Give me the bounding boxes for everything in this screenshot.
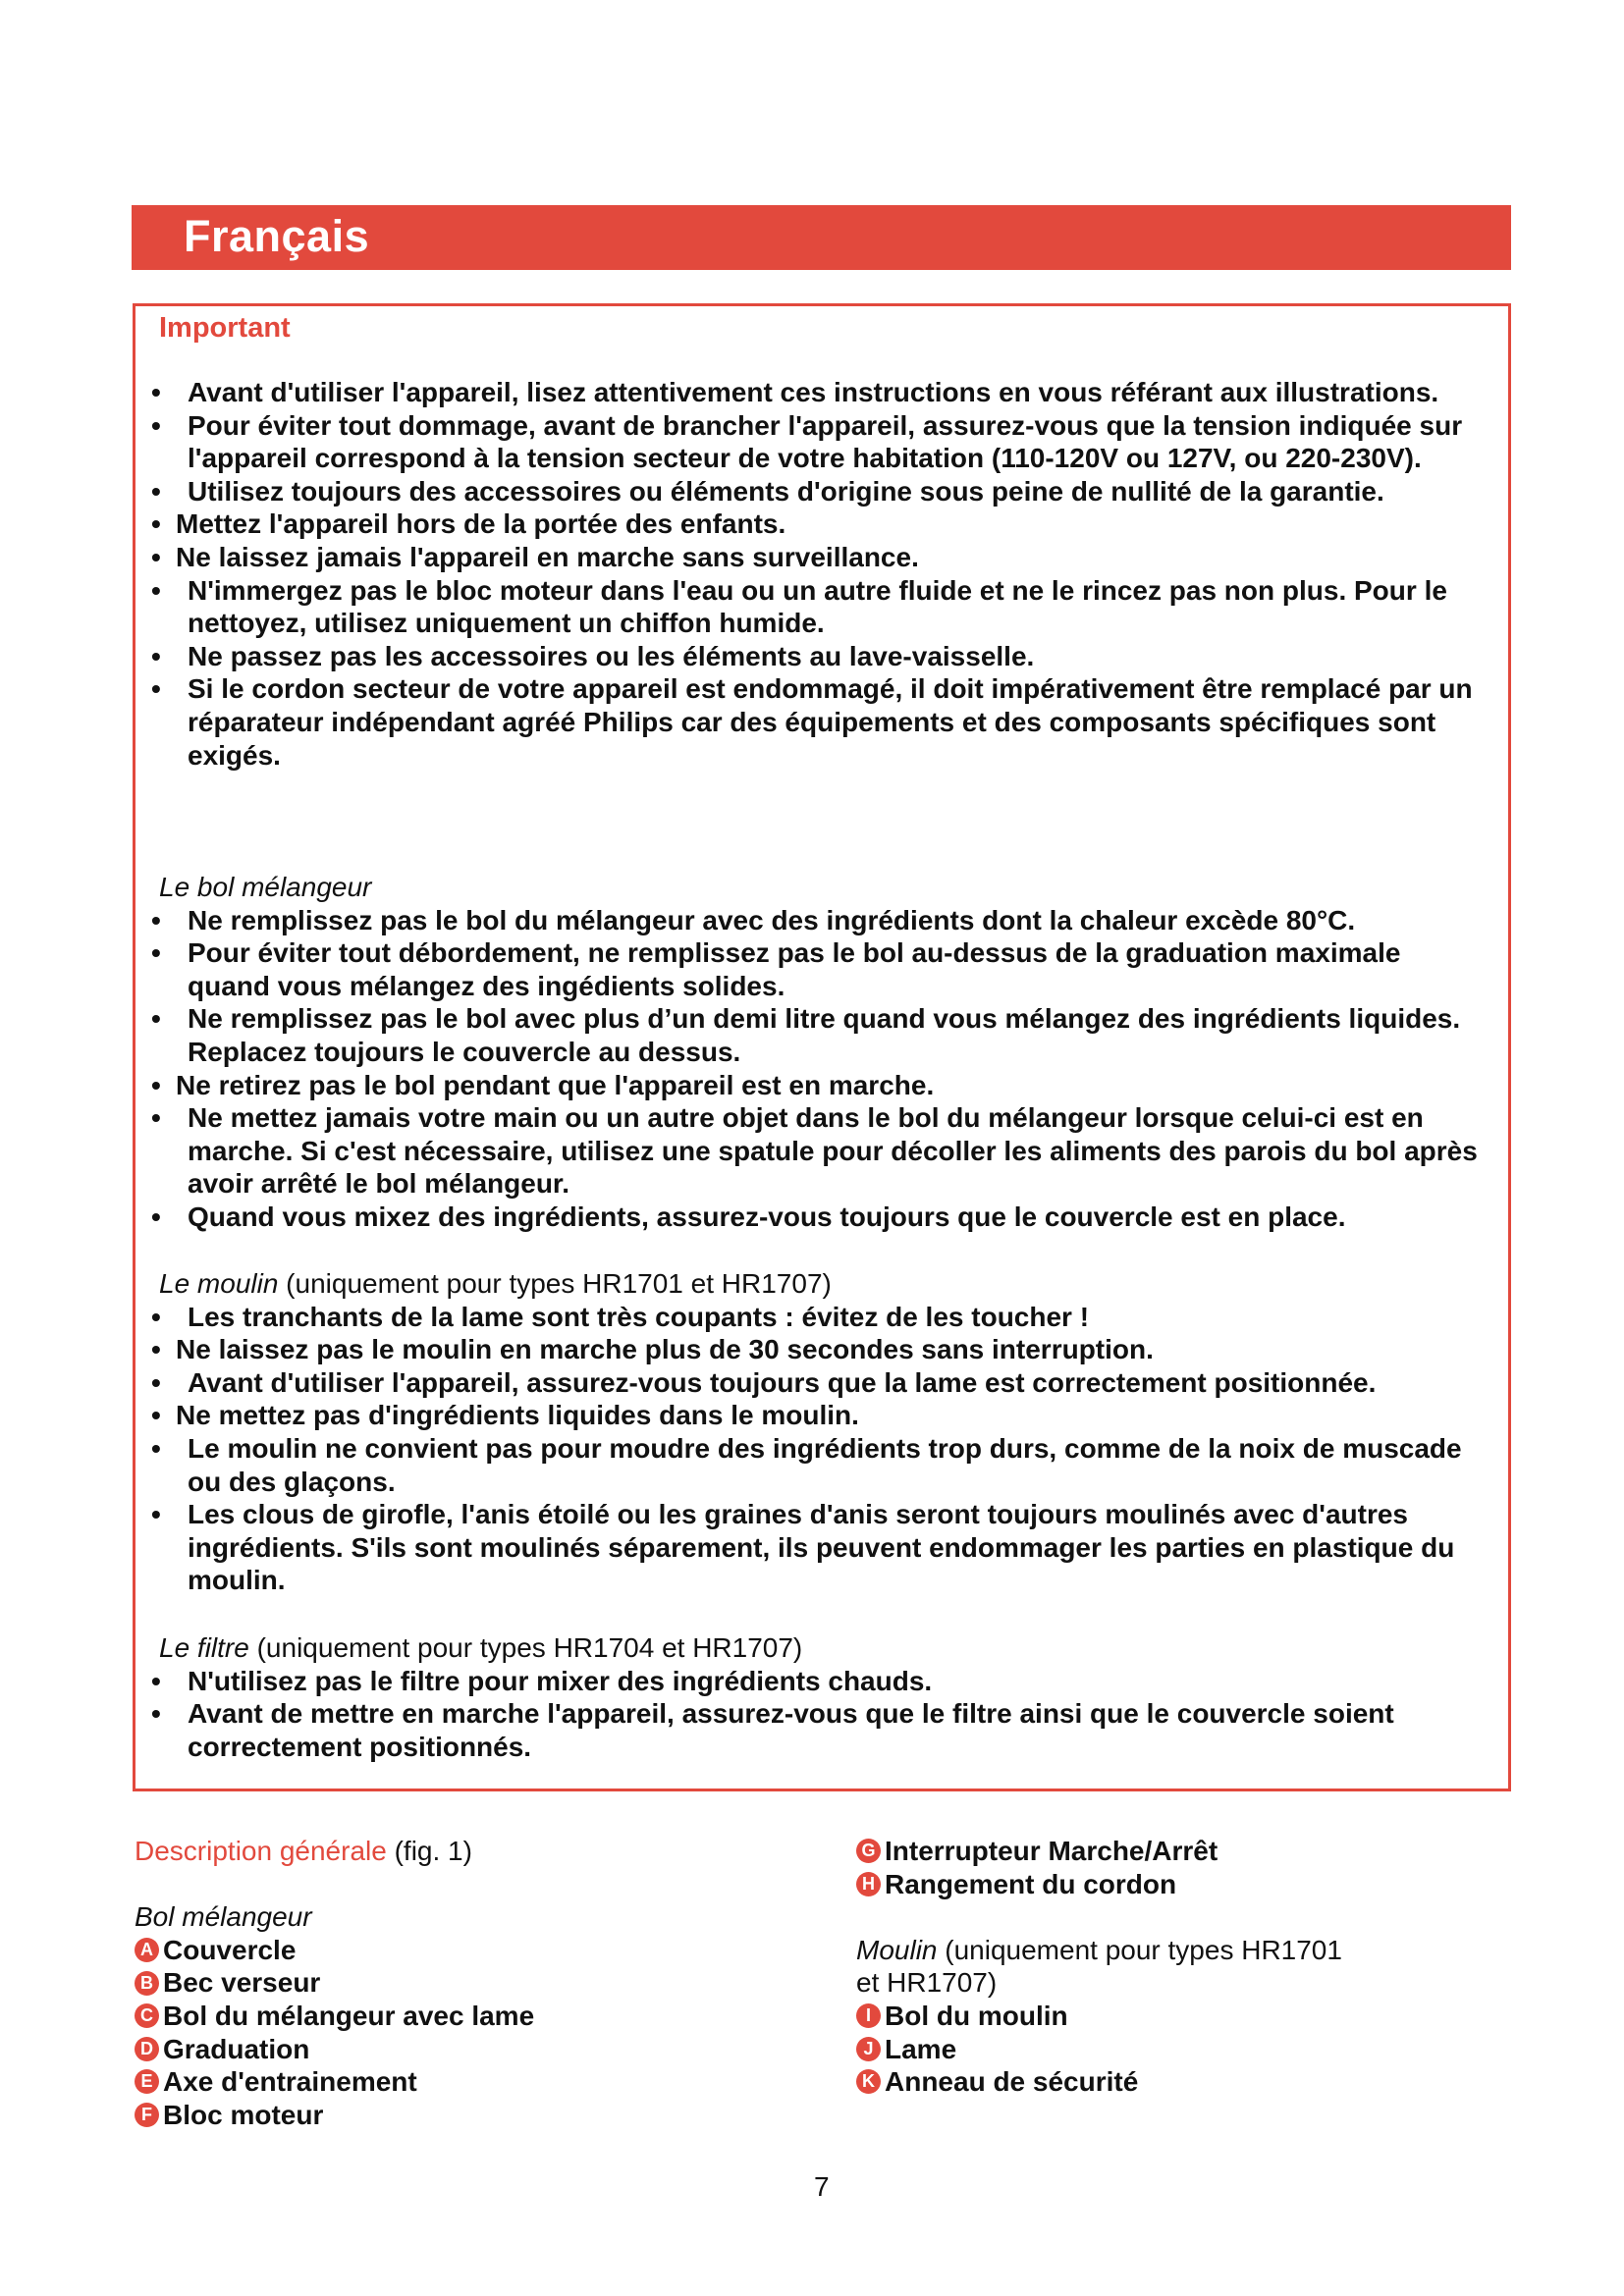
list-item: • Avant de mettre en marche l'appareil, assurez-vous que le filtre ainsi que le couvercle soient correctement positionnés.: [135, 1697, 1485, 1763]
list-item: • Ne laissez pas le moulin en marche plus de 30 secondes sans interruption.: [135, 1333, 1485, 1366]
letter-badge-icon: H: [856, 1872, 881, 1896]
letter-badge-icon: A: [135, 1938, 159, 1962]
letter-badge-icon: E: [135, 2069, 159, 2094]
part-item: [856, 2000, 1504, 2033]
section-heading: [159, 1631, 1508, 1665]
description-title: Description générale: [135, 1836, 387, 1866]
list-item: • Les tranchants de la lame sont très coupants : évitez de les toucher !: [135, 1301, 1485, 1334]
filtre-heading: Le filtre: [159, 1632, 249, 1663]
bol-section: [135, 871, 1508, 1234]
moulin-heading: Le moulin: [159, 1268, 279, 1299]
bol-parts-heading: Bol mélangeur: [135, 1901, 312, 1933]
moulin-heading-note: (uniquement pour types HR1701 et HR1707): [278, 1268, 832, 1299]
part-item: [135, 2065, 822, 2099]
language-title: Français: [184, 211, 370, 261]
part-label: Rangement du cordon: [885, 1868, 1177, 1899]
list-item: • Le moulin ne convient pas pour moudre des ingrédients trop durs, comme de la noix de muscade ou des glaçons.: [135, 1432, 1485, 1498]
moulin-parts-note: (uniquement pour types HR1701: [937, 1934, 1342, 1965]
filtre-heading-note: (uniquement pour types HR1704 et HR1707): [248, 1632, 803, 1663]
letter-badge-icon: B: [135, 1971, 159, 1996]
description-right: [856, 1835, 1504, 2099]
part-item: [135, 2000, 822, 2033]
list-item: • Avant d'utiliser l'appareil, assurez-vous toujours que la lame est correctement positionnée.: [135, 1366, 1485, 1400]
list-item: • Ne laissez jamais l'appareil en marche sans surveillance.: [135, 541, 1485, 574]
list-item: • N'utilisez pas le filtre pour mixer des ingrédients chauds.: [135, 1665, 1485, 1698]
moulin-parts-heading: [856, 1934, 1504, 1967]
letter-badge-icon: K: [856, 2069, 881, 2094]
important-box: [133, 303, 1511, 1791]
moulin-section: [135, 1267, 1508, 1597]
bol-list: [135, 904, 1485, 1234]
part-item: [135, 2099, 822, 2132]
part-item: [135, 1966, 822, 2000]
part-item: [856, 1868, 1504, 1901]
list-item: • Ne remplissez pas le bol avec plus d’un demi litre quand vous mélangez des ingrédients liquides. Replacez toujours le couvercle au dessus.: [135, 1002, 1485, 1068]
list-item: • Ne mettez pas d'ingrédients liquides dans le moulin.: [135, 1399, 1485, 1432]
important-title: Important: [159, 312, 291, 344]
part-item: [135, 2033, 822, 2066]
part-label: Bloc moteur: [163, 2099, 324, 2130]
bol-heading: Le bol mélangeur: [159, 872, 372, 902]
letter-badge-icon: F: [135, 2103, 159, 2127]
list-item: • Les clous de girofle, l'anis étoilé ou les graines d'anis seront toujours moulinés avec d'autres ingrédients. S'ils sont moulinés séparement, ils peuvent endommager les parties en plastique du moulin.: [135, 1498, 1485, 1597]
part-item: [856, 1835, 1504, 1868]
section-heading: [159, 1267, 1508, 1301]
letter-badge-icon: C: [135, 2003, 159, 2028]
list-item: • Pour éviter tout dommage, avant de brancher l'appareil, assurez-vous que la tension indiquée sur l'appareil correspond à la tension secteur de votre habitation (110-120V ou 127V, ou 220-230V).: [135, 409, 1485, 475]
letter-badge-icon: J: [856, 2037, 881, 2061]
moulin-parts-note-2: et HR1707): [856, 1967, 998, 1999]
letter-badge-icon: G: [856, 1839, 881, 1863]
letter-badge-icon: I: [856, 2003, 881, 2028]
part-label: Couvercle: [163, 1934, 297, 1965]
list-item: • Pour éviter tout débordement, ne remplissez pas le bol au-dessus de la graduation maximale quand vous mélangez des ingédients solides.: [135, 936, 1485, 1002]
filtre-section: [135, 1631, 1508, 1763]
list-item: • Si le cordon secteur de votre appareil est endommagé, il doit impérativement être remplacé par un réparateur indépendant agréé Philips car des équipements et des composants spécifiques sont exigés.: [135, 672, 1485, 772]
list-item: • Ne remplissez pas le bol du mélangeur avec des ingrédients dont la chaleur excède 80°C.: [135, 904, 1485, 937]
part-item: [856, 2065, 1504, 2099]
moulin-list: [135, 1301, 1485, 1597]
part-item: [135, 1934, 822, 1967]
part-label: Bol du moulin: [885, 2000, 1068, 2031]
list-item: • Ne mettez jamais votre main ou un autre objet dans le bol du mélangeur lorsque celui-ci est en marche. Si c'est nécessaire, utilisez une spatule pour décoller les aliments des parois du bol après avoir arrêté le bol mélangeur.: [135, 1101, 1485, 1201]
part-item: [856, 2033, 1504, 2066]
part-label: Lame: [885, 2033, 957, 2064]
list-item: • Ne retirez pas le bol pendant que l'appareil est en marche.: [135, 1069, 1485, 1102]
section-heading: [159, 871, 1508, 904]
language-banner: [132, 205, 1511, 270]
description-left: [135, 1835, 822, 2131]
description-title-row: [135, 1835, 822, 1868]
list-item: • Ne passez pas les accessoires ou les éléments au lave-vaisselle.: [135, 640, 1485, 673]
list-item: • Utilisez toujours des accessoires ou éléments d'origine sous peine de nullité de la garantie.: [135, 475, 1485, 508]
list-item: • Quand vous mixez des ingrédients, assurez-vous toujours que le couvercle est en place.: [135, 1201, 1485, 1234]
description-fig: (fig. 1): [386, 1836, 472, 1866]
part-label: Bol du mélangeur avec lame: [163, 2000, 535, 2031]
list-item: • Mettez l'appareil hors de la portée des enfants.: [135, 507, 1485, 541]
letter-badge-icon: D: [135, 2037, 159, 2061]
important-list: [135, 376, 1485, 772]
list-item: • N'immergez pas le bloc moteur dans l'eau ou un autre fluide et ne le rincez pas non plus. Pour le nettoyez, utilisez uniquement un chiffon humide.: [135, 574, 1485, 640]
moulin-parts-title: Moulin: [856, 1934, 938, 1965]
part-label: Axe d'entrainement: [163, 2066, 417, 2098]
part-label: Bec verseur: [163, 1967, 321, 1999]
list-item: • Avant d'utiliser l'appareil, lisez attentivement ces instructions en vous référant aux illustrations.: [135, 376, 1485, 409]
part-label: Interrupteur Marche/Arrêt: [885, 1836, 1218, 1866]
part-label: Graduation: [163, 2033, 310, 2064]
page-number: 7: [814, 2171, 830, 2202]
part-label: Anneau de sécurité: [885, 2066, 1139, 2098]
filtre-list: [135, 1665, 1485, 1764]
